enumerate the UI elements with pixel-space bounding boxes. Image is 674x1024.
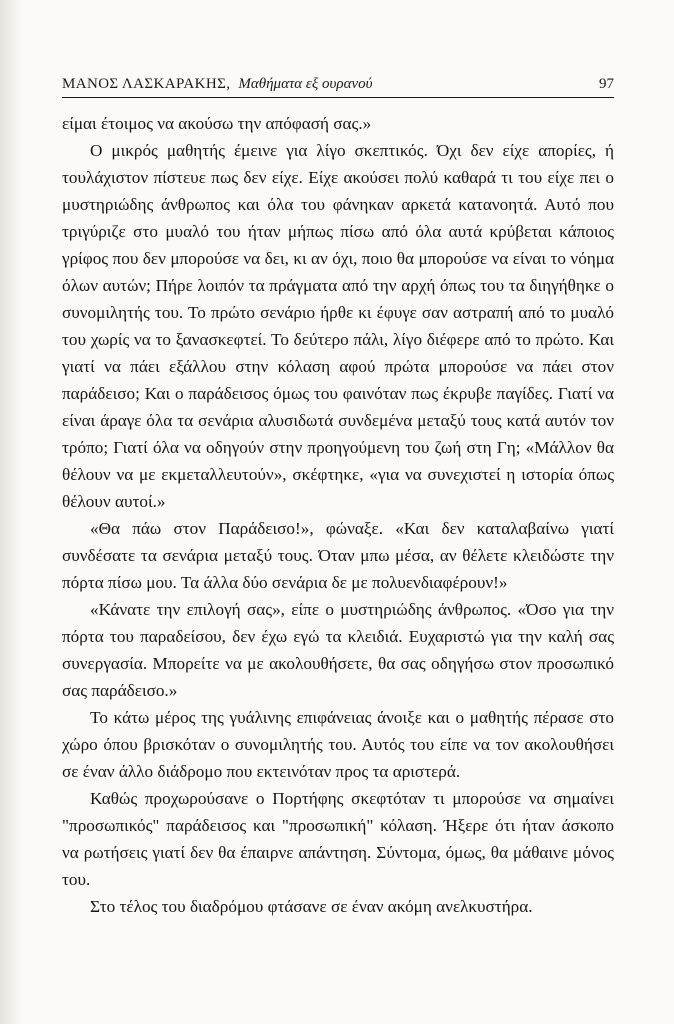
page-gutter-shadow: [0, 0, 22, 1024]
paragraph: «Κάνατε την επιλογή σας», είπε ο μυστηριώδης άνθρωπος. «Όσο για την πόρτα του παραδείσου, δεν έχω εγώ τα κλειδιά. Ευχαριστώ για την καλή σας συνεργασία. Μπορείτε να με ακολουθήσετε, θα σας οδηγήσω στον προσωπικό σας παράδεισο.»: [62, 600, 614, 700]
paragraph: Ο μικρός μαθητής έμεινε για λίγο σκεπτικός. Όχι δεν είχε απορίες, ή τουλάχιστον πίστευε πως δεν είχε. Είχε ακούσει πολύ καθαρά τι του είχε πει ο μυστηριώδης άνθρωπος και όλα του φάνηκαν αρκετά κατανοητά. Αυτό που τριγύριζε στο μυαλό του ήταν μήπως πίσω από όλα αυτά κρύβεται κάποιος γρίφος που δεν μπορούσε να δει, κι αν όχι, ποιο θα μπορούσε να είναι το νόημα όλων αυτών; Πήρε λοιπόν τα πράγματα από την αρχή όπως του τα διηγήθηκε ο συνομιλητής του. Το πρώτο σενάριο ήρθε κι έφυγε σαν αστραπή από το μυαλό του χωρίς να το ξανασκεφτεί. Το δεύτερο πάλι, λίγο διέφερε από το πρώτο. Και γιατί να πάει εξάλλου στην κόλαση αφού πρώτα μπορούσε να πάει στον παράδεισο; Και ο παράδεισος όμως του φαινόταν πως έκρυβε παγίδες. Γιατί να είναι άραγε όλα τα σενάρια αλυσιδωτά συνδεμένα μεταξύ τους κατά αυτόν τον τρόπο; Γιατί όλα να οδηγούν στην προηγούμενη του ζωή στη Γη; «Μάλλον θα θέλουν να με εκμεταλλευτούν», σκέφτηκε, «για να συνεχιστεί η ιστορία όπως θέλουν αυτοί.»: [62, 141, 614, 511]
body-text: [62, 110, 614, 920]
page-number: 97: [599, 76, 614, 92]
paragraph: Το κάτω μέρος της γυάλινης επιφάνειας άνοιξε και ο μαθητής πέρασε στο χώρο όπου βρισκόταν ο συνομιλητής του. Αυτός του είπε να τον ακολουθήσει σε έναν άλλο διάδρομο που εκτεινόταν προς τα αριστερά.: [62, 708, 614, 781]
paragraph: Στο τέλος του διαδρόμου φτάσανε σε έναν ακόμη ανελκυστήρα.: [90, 897, 533, 916]
running-header: [62, 76, 614, 98]
paragraph: «Θα πάω στον Παράδεισο!», φώναξε. «Και δεν καταλαβαίνω γιατί συνδέσατε τα σενάρια μεταξύ τους. Όταν μπω μέσα, αν θέλετε κλειδώστε την πόρτα πίσω μου. Τα άλλα δύο σενάρια δε με πολυενδιαφέρουν!»: [62, 519, 614, 592]
paragraph: Καθώς προχωρούσανε ο Πορτήφης σκεφτόταν τι μπορούσε να σημαίνει "προσωπικός" παράδεισος και "προσωπική" κόλαση. Ήξερε ότι ήταν άσκοπο να ρωτήσεις γιατί δεν θα έπαιρνε απάντηση. Σύντομα, όμως, θα μάθαινε μόνος του.: [62, 789, 614, 889]
header-author: ΜΑΝΟΣ ΛΑΣΚΑΡΑΚΗΣ,: [62, 76, 231, 92]
paragraph: είμαι έτοιμος να ακούσω την απόφασή σας.»: [62, 114, 372, 133]
header-book-title: Μαθήματα εξ ουρανού: [238, 76, 373, 92]
